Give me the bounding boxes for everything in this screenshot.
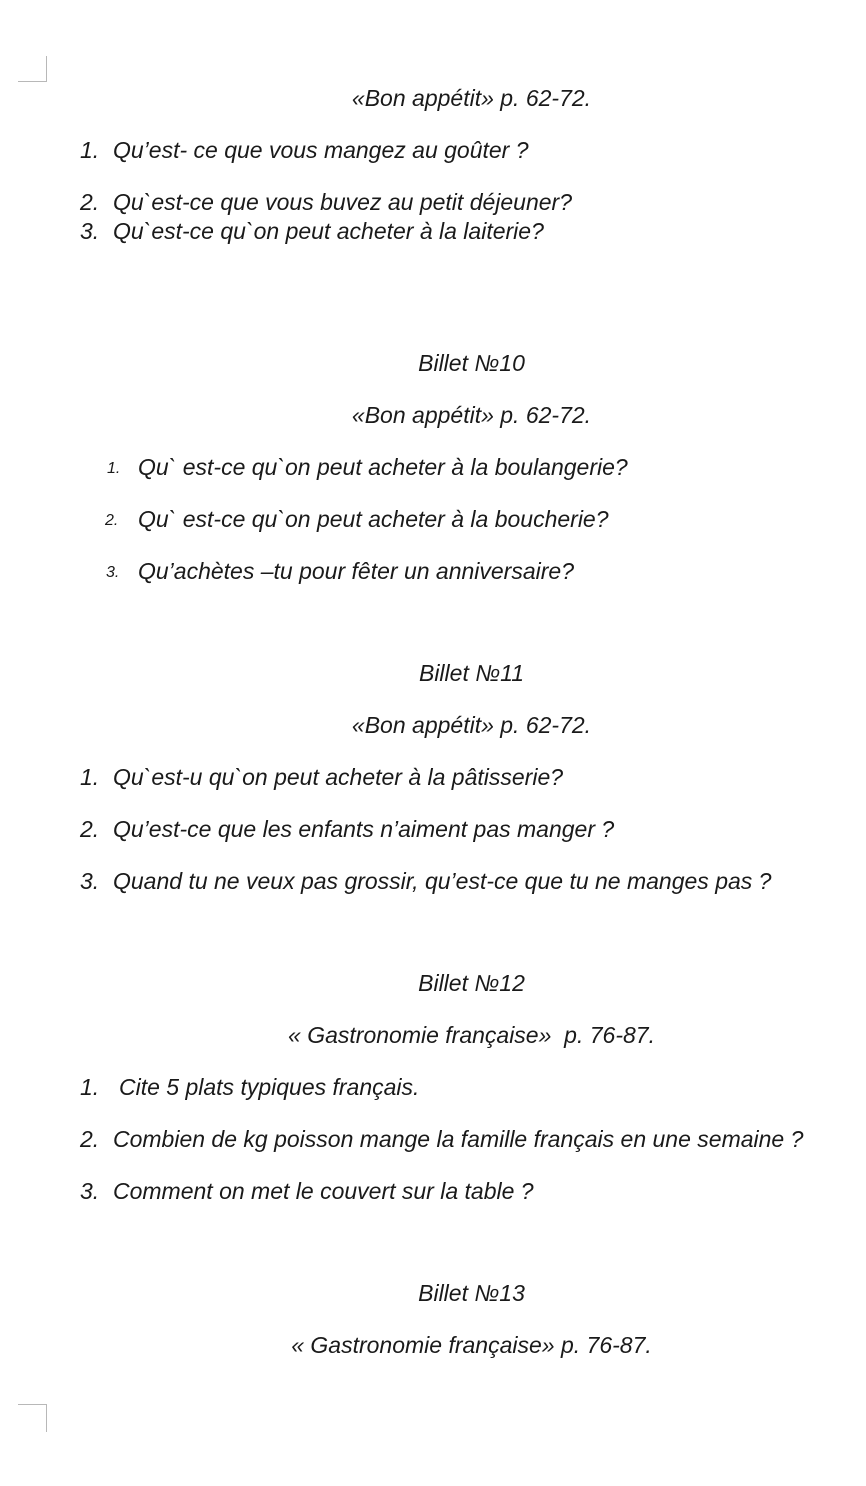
question-number: 3. — [106, 564, 120, 581]
billet-subtitle: « Gastronomie française» p. 76-87. — [288, 1022, 655, 1048]
question-text: Qu’est-ce que les enfants n’aiment pas manger ? — [113, 816, 615, 842]
billet-subtitle: «Bon appétit» p. 62-72. — [351, 712, 592, 738]
billet-title: Billet №11 — [418, 660, 525, 686]
billet-title: Billet №12 — [418, 970, 525, 996]
question-text: Qu`est-ce que vous buvez au petit déjeuner? — [113, 189, 573, 215]
question-number: 1. — [107, 460, 121, 477]
question-number: 2. — [80, 1126, 100, 1152]
billet-title: Billet №10 — [418, 350, 525, 376]
question-text: Quand tu ne veux pas grossir, qu’est-ce que tu ne manges pas ? — [113, 868, 772, 894]
question-number: 3. — [80, 218, 100, 244]
billet-subtitle: « Gastronomie française» p. 76-87. — [291, 1332, 652, 1358]
page-corner-mark-bottom — [18, 1404, 47, 1432]
billet-subtitle: «Bon appétit» p. 62-72. — [351, 402, 592, 428]
question-number: 1. — [80, 137, 100, 163]
question-number: 1. — [80, 1074, 100, 1100]
question-text: Qu`est-u qu`on peut acheter à la pâtisserie? — [113, 764, 564, 790]
question-text: Qu` est-ce qu`on peut acheter à la boulangerie? — [138, 454, 628, 480]
billet-title: Billet №13 — [418, 1280, 525, 1306]
question-text: Qu` est-ce qu`on peut acheter à la boucherie? — [138, 506, 609, 532]
question-text: Cite 5 plats typiques français. — [119, 1074, 420, 1100]
question-text: Combien de kg poisson mange la famille français en une semaine ? — [113, 1126, 804, 1152]
question-number: 1. — [80, 764, 100, 790]
page-corner-mark-top — [18, 56, 47, 82]
question-text: Qu’achètes –tu pour fêter un anniversaire? — [138, 558, 574, 584]
question-text: Comment on met le couvert sur la table ? — [113, 1178, 534, 1204]
question-number: 2. — [105, 512, 119, 529]
question-number: 3. — [80, 868, 100, 894]
question-text: Qu`est-ce qu`on peut acheter à la laiterie? — [113, 218, 544, 244]
question-number: 2. — [80, 816, 100, 842]
question-number: 3. — [80, 1178, 100, 1204]
section-subtitle: «Bon appétit» p. 62-72. — [351, 85, 592, 111]
question-number: 2. — [80, 189, 100, 215]
question-text: Qu’est- ce que vous mangez au goûter ? — [113, 137, 529, 163]
